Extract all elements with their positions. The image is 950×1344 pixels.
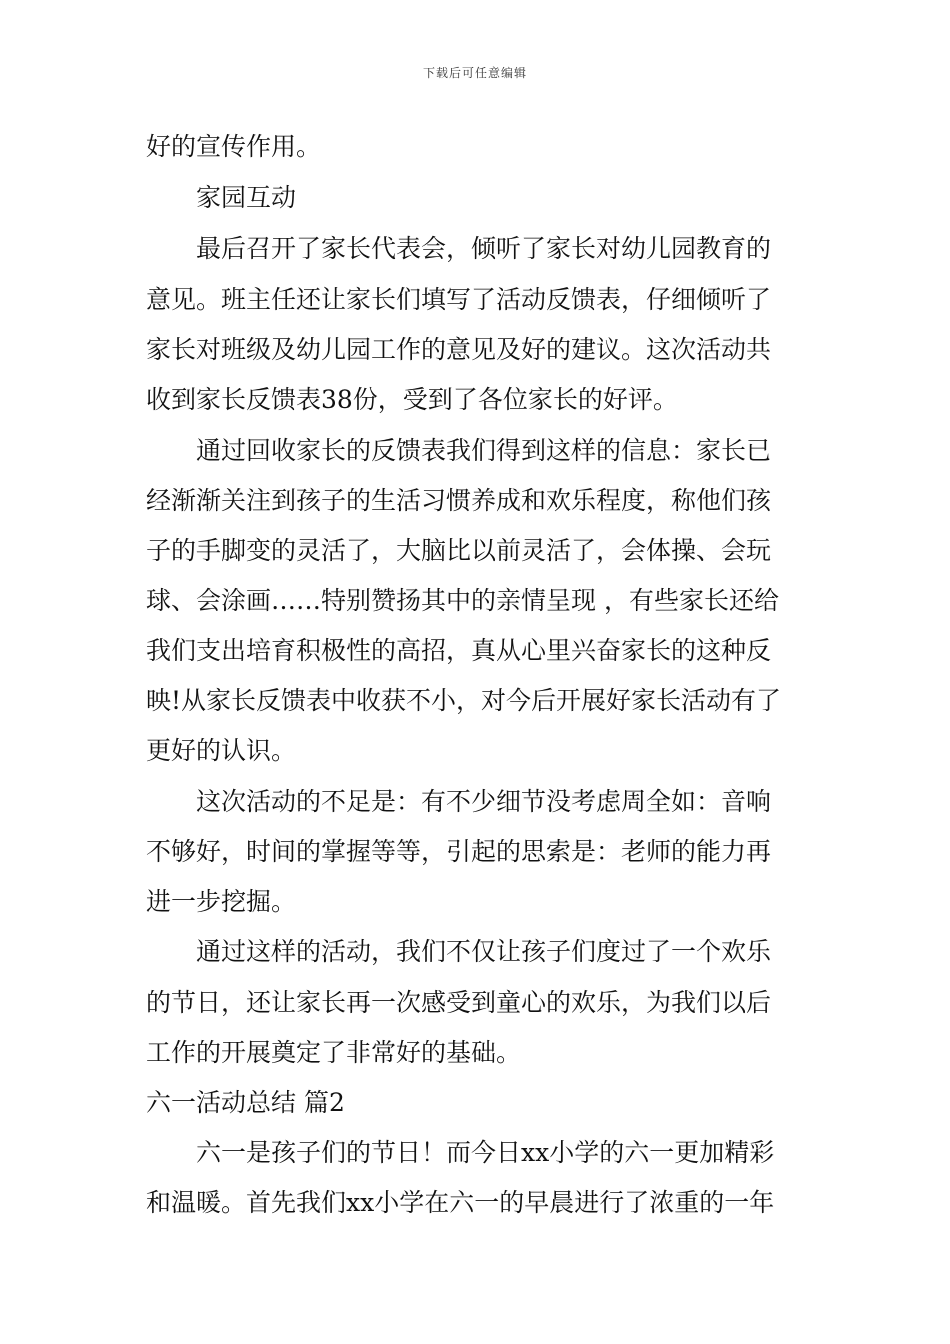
text-line: 收到家长反馈表38份，受到了各位家长的好评。 [146,385,678,414]
text-line: 不够好，时间的掌握等等，引起的思索是：老师的能力再 [146,837,772,866]
text-line: 六一是孩子们的节日！而今日xx小学的六一更加精彩 [196,1138,775,1167]
text-line: 更好的认识。 [146,736,297,765]
text-line: 进一步挖掘。 [146,887,297,916]
text-line: 我们支出培育积极性的高招，真从心里兴奋家长的这种反 [146,636,772,665]
text-line: 通过回收家长的反馈表我们得到这样的信息：家长已 [196,436,772,465]
text-line: 经渐渐关注到孩子的生活习惯养成和欢乐程度，称他们孩 [146,486,772,515]
text-line: 和温暖。首先我们xx小学在六一的早晨进行了浓重的一年 [146,1188,775,1217]
text-line: 工作的开展奠定了非常好的基础。 [146,1038,522,1067]
text-line: 球、会涂画……特别赞扬其中的亲情呈现 ，有些家长还给 [146,586,779,615]
page-header: 下载后可任意编辑 [422,66,527,80]
text-line: 通过这样的活动，我们不仅让孩子们度过了一个欢乐 [196,937,772,966]
text-line: 的节日，还让家长再一次感受到童心的欢乐，为我们以后 [146,988,772,1017]
text-line: 这次活动的不足是：有不少细节没考虑周全如：音响 [196,787,772,816]
text-line: 子的手脚变的灵活了，大脑比以前灵活了，会体操、会玩 [146,536,772,565]
text-line: 好的宣传作用。 [146,132,322,161]
text-line: 家长对班级及幼儿园工作的意见及好的建议。这次活动共 [146,335,772,364]
section-title: 六一活动总结 篇2 [146,1088,345,1117]
text-line: 意见。班主任还让家长们填写了活动反馈表，仔细倾听了 [146,285,772,314]
section-heading: 家园互动 [196,183,297,212]
text-line: 映!从家长反馈表中收获不小，对今后开展好家长活动有了 [146,686,782,715]
text-line: 最后召开了家长代表会，倾听了家长对幼儿园教育的 [196,234,772,263]
